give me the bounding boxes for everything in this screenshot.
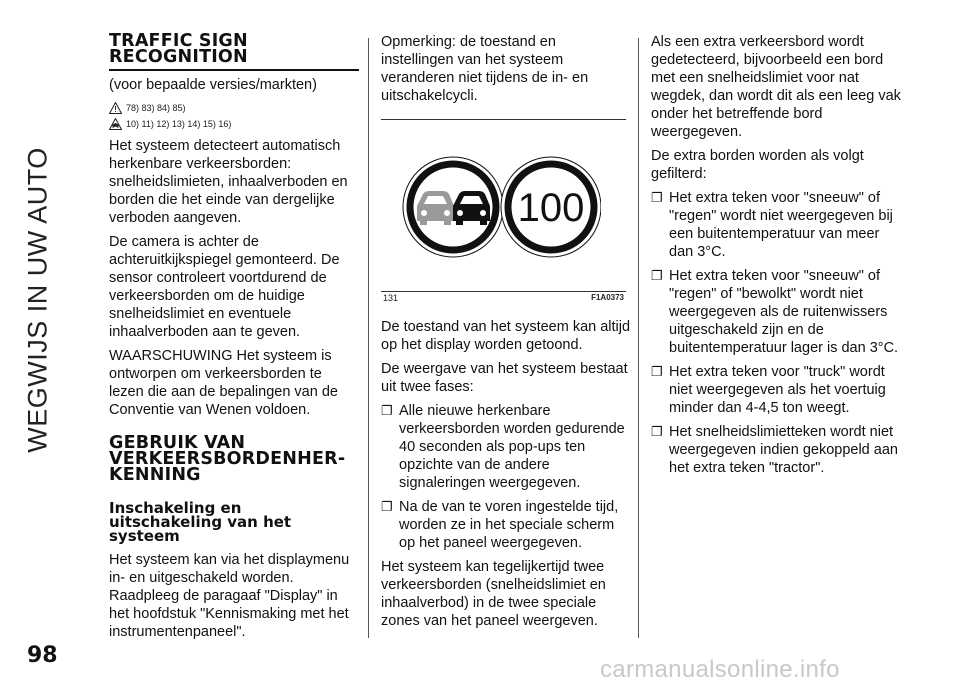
list-item [651,363,903,417]
paragraph: De weergave van het systeem bestaat uit twee fases: [381,361,628,395]
traffic-signs-illustration [401,151,601,263]
column-divider-2 [638,38,639,638]
warning-ref-line [109,102,359,114]
list-item [381,498,631,552]
paragraph: Het systeem kan via het displaymenu in- en uitgeschakeld worden. Raadpleeg de paragaaf "Display" in het hoofdstuk "Kennismaking met het instrumentenpaneel". [109,552,350,640]
list-item [651,423,903,477]
column-divider-1 [368,38,369,638]
list-item-text: Het extra teken voor "truck" wordt niet weergegeven als het voertuig minder dan 4-4,5 ton weegt. [669,364,886,416]
checkbox-bullet-icon: ❐ [381,499,393,514]
note-book-icon [109,118,122,130]
list-item [651,267,903,357]
speed-limit-sign-icon [501,157,601,257]
list-item-text: Alle nieuwe herkenbare verkeersborden worden gedurende 40 seconden als pop-ups ten opzichte van de andere signaleringen weergegeven. [399,403,625,491]
figure-number: 131 [383,293,399,303]
section-subtitle: (voor bepaalde versies/markten) [109,77,317,93]
paragraph: Als een extra verkeersbord wordt gedetecteerd, bijvoorbeeld een bord met een snelheidslimiet voor nat wegdek, dan wordt dit als een leeg vak onder het betreffende bord weergegeven. [651,34,901,140]
list-item-text: Het extra teken voor "sneeuw" of "regen" of "bewolkt" wordt niet weergegeven als de ruitenwissers uitgeschakeld zijn en de buitentemperatuur lager is dan 3°C. [669,268,899,356]
checkbox-bullet-icon: ❐ [651,424,663,439]
figure-traffic-signs [381,119,626,302]
figure-rule-bottom [381,291,626,292]
paragraph: De toestand van het systeem kan altijd op het display worden getoond. [381,319,631,353]
note-ref-line [109,118,359,130]
side-chapter-title-text: WEGWIJS IN UW AUTO [22,147,53,453]
list-item [651,189,903,261]
section-heading-traffic-sign-recognition: TRAFFIC SIGN RECOGNITION [109,33,359,71]
section-heading-usage: GEBRUIK VAN VERKEERSBORDENHER- KENNING [109,433,346,485]
figure-rule-top [381,119,626,120]
note-refs: 10) 11) 12) 13) 14) 15) 16) [126,119,232,129]
column-1 [109,33,359,647]
speed-limit-value: 100 [517,186,585,230]
paragraph: De extra borden worden als volgt gefilterd: [651,148,864,182]
checkbox-bullet-icon: ❐ [651,190,663,205]
checkbox-bullet-icon: ❐ [651,268,663,283]
warning-refs: 78) 83) 84) 85) [126,103,186,113]
subsection-heading-switching: Inschakeling en uitschakeling van het systeem [109,499,292,545]
watermark-link[interactable]: carmanualsonline.info [600,656,840,683]
list-item-text: Het snelheidslimietteken wordt niet weergegeven indien gekoppeld aan het extra teken "tractor". [669,424,898,476]
list-item [381,402,631,492]
no-overtaking-sign-icon [403,157,503,257]
warning-triangle-icon [109,102,122,114]
paragraph: De camera is achter de achteruitkijkspiegel gemonteerd. De sensor controleert voortdurend de verkeersborden om de huidige snelheidslimiet en eventuele inhaalverboden aan te geven. [109,234,340,340]
list-item-text: Het extra teken voor "sneeuw" of "regen" wordt niet weergegeven bij een buitentemperatuur van meer dan 3°C. [669,190,893,260]
warning-paragraph: WAARSCHUWING Het systeem is ontworpen om verkeersborden te lezen die aan de bepalingen van de Conventie van Wenen voldoen. [109,348,338,418]
checkbox-bullet-icon: ❐ [651,364,663,379]
checkbox-bullet-icon: ❐ [381,403,393,418]
note-paragraph: Opmerking: de toestand en instellingen van het systeem veranderen niet tijdens de in- en uitschakelcycli. [381,34,589,104]
column-2 [381,33,631,636]
paragraph: Het systeem detecteert automatisch herkenbare verkeersborden: snelheidslimieten, inhaalverboden en borden die het einde van dergelijke verboden aangeven. [109,138,348,226]
paragraph: Het systeem kan tegelijkertijd twee verkeersborden (snelheidslimiet en inhaalverbod) in de twee speciale zones van het paneel weergeven. [381,559,606,629]
page-number: 98 [27,643,58,668]
column-3 [651,33,903,483]
figure-code: F1A0373 [591,293,624,302]
list-item-text: Na de van te voren ingestelde tijd, worden ze in het speciale scherm op het paneel weergegeven. [399,499,619,551]
